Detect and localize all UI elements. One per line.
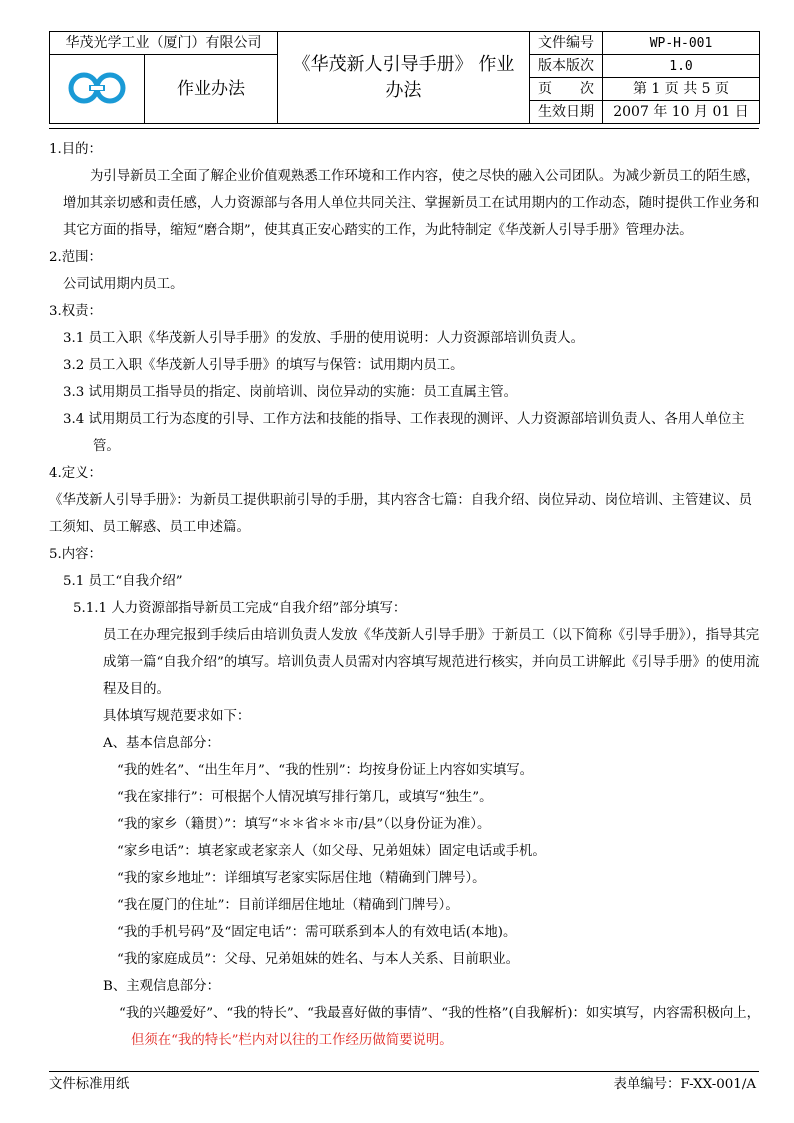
section-definition-title: 4.定义： xyxy=(49,466,102,481)
basic-info-item: “我的姓名”、“出生年月”、“我的性别”：均按身份证上内容如实填写。 xyxy=(117,763,534,778)
subjective-info-title: B、主观信息部分： xyxy=(103,979,220,994)
authority-item-1: 3.1 员工入职《华茂新人引导手册》的发放、手册的使用说明：人力资源部培训负责人。 xyxy=(63,331,585,346)
basic-info-item: “我的手机号码”及“固定电话”：需可联系到本人的有效电话(本地)。 xyxy=(117,925,517,940)
authority-item-4: 3.4 试用期员工行为态度的引导、工作方法和技能的指导、工作表现的测评、人力资源部培训负责人、各用人单位主管。 xyxy=(63,412,745,454)
authority-item-2: 3.2 员工入职《华茂新人引导手册》的填写与保管：试用期内员工。 xyxy=(63,358,464,373)
section-scope-text: 公司试用期内员工。 xyxy=(63,277,184,292)
company-logo-icon xyxy=(67,71,127,105)
effective-date-value: 2007 年 10 月 01 日 xyxy=(603,101,760,124)
footer-divider xyxy=(49,1071,759,1072)
page-label: 页 次 xyxy=(530,78,603,101)
document-type: 作业办法 xyxy=(145,55,278,124)
basic-info-list xyxy=(49,757,761,973)
document-title: 《华茂新人引导手册》 作业办法 xyxy=(278,32,530,124)
basic-info-item: “我的家乡地址”：详细填写老家实际居住地（精确到门牌号）。 xyxy=(117,871,486,886)
document-body xyxy=(49,136,761,1054)
subsection-5-1-1-text: 员工在办理完报到手续后由培训负责人发放《华茂新人引导手册》于新员工（以下简称《引导手册》），指导其完成第一篇“自我介绍”的填写。培训负责人员需对内容填写规范进行核实，并向员工讲解此《引导手册》的使用流程及目的。 xyxy=(103,628,760,697)
page-value: 第 1 页 共 5 页 xyxy=(603,78,760,101)
footer-form-number: 表单编号：F-XX-001/A xyxy=(613,1077,756,1092)
section-purpose-title: 1.目的： xyxy=(49,142,102,157)
subjective-info-text-highlight: 但须在“我的特长”栏内对以往的工作经历做简要说明。 xyxy=(131,1033,453,1048)
version-value: 1.0 xyxy=(603,55,760,78)
section-scope-title: 2.范围： xyxy=(49,250,102,265)
basic-info-item: “我在家排行”：可根据个人情况填写排行第几，或填写“独生”。 xyxy=(117,790,493,805)
subsection-5-1: 5.1 员工“自我介绍” xyxy=(63,574,183,589)
section-content-title: 5.内容： xyxy=(49,547,102,562)
spec-intro: 具体填写规范要求如下： xyxy=(103,709,251,724)
subjective-info-text xyxy=(49,1000,761,1054)
authority-item-3: 3.3 试用期员工指导员的指定、岗前培训、岗位异动的实施：员工直属主管。 xyxy=(63,385,518,400)
footer-paper-label: 文件标准用纸 xyxy=(49,1077,130,1092)
company-logo xyxy=(50,55,145,124)
effective-date-label: 生效日期 xyxy=(530,101,603,124)
basic-info-item: “我的家乡（籍贯）”：填写“＊＊省＊＊市/县”（以身份证为准）。 xyxy=(117,817,491,832)
version-label: 版本版次 xyxy=(530,55,603,78)
file-no-value: WP-H-001 xyxy=(603,32,760,55)
basic-info-item: “我在厦门的住址”：目前详细居住地址（精确到门牌号）。 xyxy=(117,898,459,913)
document-header xyxy=(49,31,760,124)
basic-info-title: A、基本信息部分： xyxy=(103,736,220,751)
section-purpose-text: 为引导新员工全面了解企业价值观熟悉工作环境和工作内容，使之尽快的融入公司团队。为减少新员工的陌生感，增加其亲切感和责任感，人力资源部与各用人单位共同关注、掌握新员工在试用期内的工作动态，随时提供工作业务和其它方面的指导，缩短“磨合期”，使其真正安心踏实的工作，为此特制定《华茂新人引导手册》管理办法。 xyxy=(63,169,760,238)
company-name: 华茂光学工业（厦门）有限公司 xyxy=(50,32,278,55)
header-divider xyxy=(49,128,759,129)
section-authority-title: 3.权责： xyxy=(49,304,102,319)
basic-info-item: “我的家庭成员”：父母、兄弟姐妹的姓名、与本人关系、目前职业。 xyxy=(117,952,520,967)
section-definition-text: 《华茂新人引导手册》：为新员工提供职前引导的手册，其内容含七篇：自我介绍、岗位异动、岗位培训、主管建议、员工须知、员工解惑、员工申述篇。 xyxy=(49,493,752,535)
subsection-5-1-1: 5.1.1 人力资源部指导新员工完成“自我介绍”部分填写： xyxy=(73,601,407,616)
subjective-info-text-main: “我的兴趣爱好”、“我的特长”、“我最喜好做的事情”、“我的性格”(自我解析)：如实填写，内容需积极向上， xyxy=(119,1006,761,1021)
file-no-label: 文件编号 xyxy=(530,32,603,55)
basic-info-item: “家乡电话”：填老家或老家亲人（如父母、兄弟姐妹）固定电话或手机。 xyxy=(117,844,546,859)
